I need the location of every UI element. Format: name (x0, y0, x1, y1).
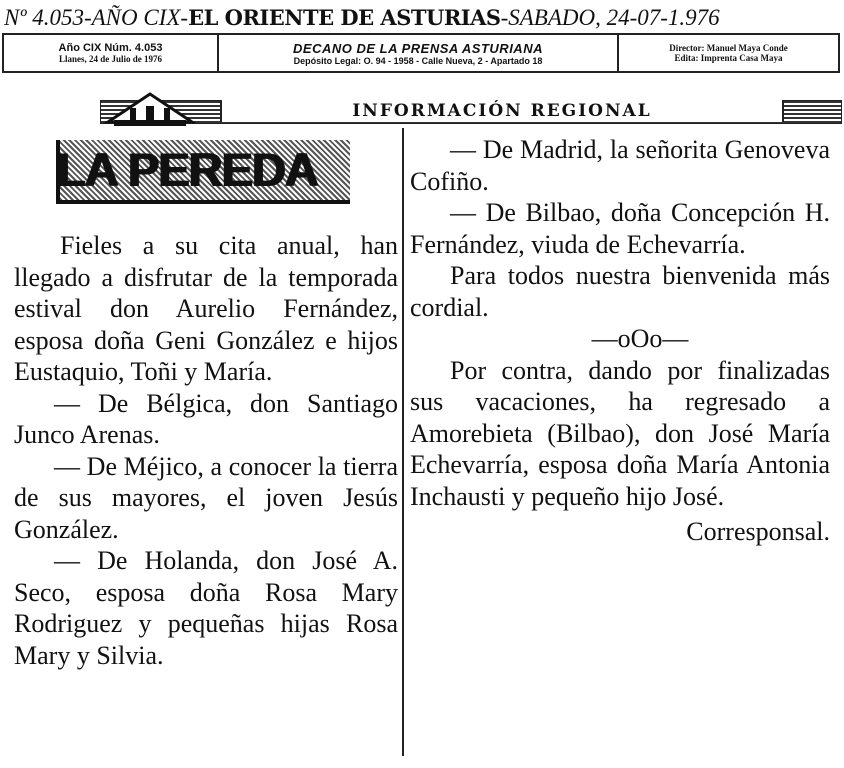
issue-number: Nº 4.053-AÑO CIX- (4, 5, 189, 30)
article-paragraph: Fieles a su cita anual, han llegado a disfrutar de la temporada estival don Aurelio Fernández, esposa doña Geni González e hijos Eustaquio, Toñi y María. (14, 231, 398, 386)
article-paragraph: — De Madrid, la señorita Genoveva Cofiño. (410, 135, 830, 196)
region-emblem-icon (100, 92, 200, 128)
issue-date: -SABADO, 24-07-1.976 (500, 5, 720, 30)
article-paragraph: Para todos nuestra bienvenida más cordial. (410, 261, 830, 322)
masthead-director: Director: Manuel Maya Conde (669, 43, 788, 53)
masthead-legal-address: Depósito Legal: O. 94 - 1958 - Calle Nueva, 2 - Apartado 18 (293, 55, 543, 66)
article-paragraph: — De Méjico, a conocer la tierra de sus mayores, el joven Jesús González. (14, 451, 398, 544)
column-divider (402, 128, 404, 756)
article-paragraph: — De Bilbao, doña Concepción H. Fernández, viuda de Echevarría. (410, 198, 830, 259)
masthead-credits (619, 35, 838, 71)
article-signature: Corresponsal. (686, 517, 830, 546)
article-paragraph: — De Bélgica, don Santiago Junco Arenas. (14, 388, 398, 449)
article-paragraph: — De Holanda, don José A. Seco, esposa doña Rosa Mary Rodriguez y pequeñas hijas Rosa Mary y Silvia. (14, 546, 398, 670)
masthead (2, 33, 840, 73)
masthead-slogan: DECANO DE LA PRENSA ASTURIANA (293, 40, 543, 56)
section-title: INFORMACIÓN REGIONAL (220, 100, 784, 122)
section-banner (0, 90, 844, 130)
article-paragraph: Por contra, dando por finalizadas sus vacaciones, ha regresado a Amorebieta (Bilbao), don José María Echevarría, esposa doña María Antonia Inchausti y pequeño hijo José. (410, 355, 830, 511)
section-separator: —oOo— (591, 324, 689, 353)
article-column-right (410, 134, 830, 548)
article-headline: LA PEREDA (56, 143, 317, 196)
masthead-year-number: Año CIX Núm. 4.053 (58, 42, 163, 54)
newspaper-name: EL ORIENTE DE ASTURIAS (188, 5, 501, 30)
issue-header-line (4, 4, 840, 32)
masthead-motto (219, 35, 619, 71)
masthead-publisher: Edita: Imprenta Casa Maya (674, 53, 783, 63)
article-column-left (14, 230, 398, 671)
masthead-place-date: Llanes, 24 de Julio de 1976 (58, 54, 162, 64)
masthead-issue-info (4, 35, 219, 71)
